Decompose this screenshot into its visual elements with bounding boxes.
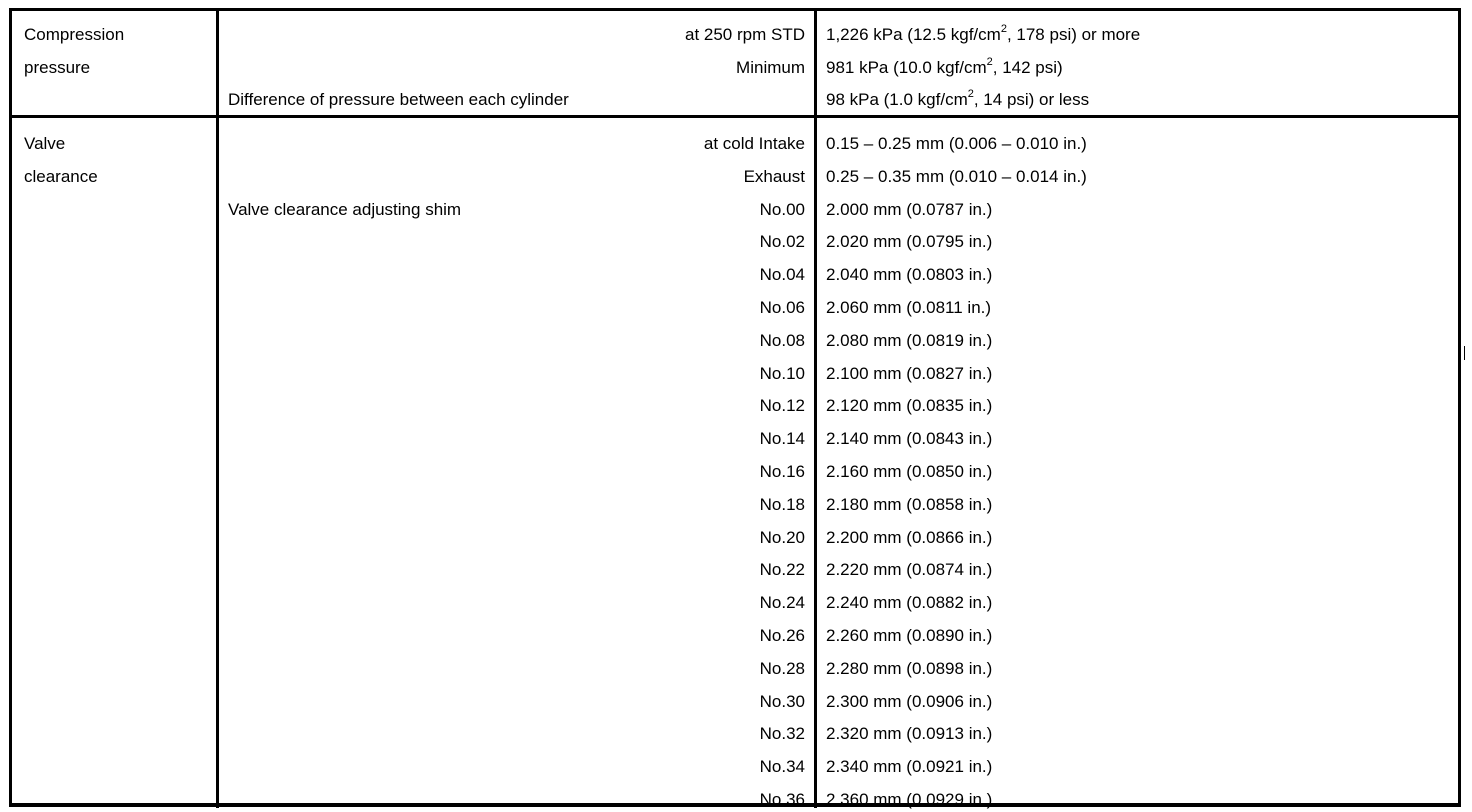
column-divider-value — [814, 8, 817, 808]
compression-spec: at 250 rpm STD — [685, 25, 805, 44]
compression-label-line2: pressure — [24, 58, 91, 77]
shim-spec: No.16 — [759, 462, 805, 481]
shim-spec: No.14 — [759, 429, 805, 448]
valve-label-line2: clearance — [24, 167, 98, 186]
shim-value: 2.120 mm (0.0835 in.) — [826, 396, 993, 415]
shim-value: 2.280 mm (0.0898 in.) — [826, 659, 993, 678]
shim-value: 2.180 mm (0.0858 in.) — [826, 495, 993, 514]
valve-label-line1: Valve — [24, 134, 66, 153]
table-bottom-border — [9, 803, 1461, 807]
section-divider — [9, 115, 1461, 118]
margin-mark — [1464, 346, 1465, 360]
shim-value: 2.160 mm (0.0850 in.) — [826, 462, 993, 481]
value-text: , 14 psi) or less — [973, 90, 1090, 109]
shim-spec: No.26 — [759, 626, 805, 645]
shim-spec: No.28 — [759, 659, 805, 678]
clearance-value: 0.25 – 0.35 mm (0.010 – 0.014 in.) — [826, 167, 1087, 186]
shim-spec: No.06 — [759, 298, 805, 317]
compression-spec: Minimum — [736, 58, 805, 77]
shim-value: 2.220 mm (0.0874 in.) — [826, 560, 993, 579]
value-text: , 142 psi) — [992, 58, 1063, 77]
column-divider-label — [216, 8, 219, 808]
compression-spec: Difference of pressure between each cylinder — [228, 90, 569, 109]
clearance-spec: Exhaust — [743, 167, 805, 186]
shim-spec: No.10 — [759, 364, 805, 383]
clearance-value: 0.15 – 0.25 mm (0.006 – 0.010 in.) — [826, 134, 1087, 153]
shim-value: 2.080 mm (0.0819 in.) — [826, 331, 993, 350]
value-superscript: 2 — [967, 88, 974, 101]
compression-value — [826, 58, 1063, 78]
shim-value: 2.360 mm (0.0929 in.) — [826, 790, 993, 809]
table-border — [9, 8, 1461, 806]
shim-spec: No.24 — [759, 593, 805, 612]
shim-spec: No.02 — [759, 232, 805, 251]
value-text: 1,226 kPa (12.5 kgf/cm — [826, 25, 1001, 44]
shim-value: 2.100 mm (0.0827 in.) — [826, 364, 993, 383]
clearance-spec: at cold Intake — [703, 134, 805, 153]
shim-spec: No.34 — [759, 757, 805, 776]
shim-spec: No.36 — [759, 790, 805, 809]
value-text: 981 kPa (10.0 kgf/cm — [826, 58, 987, 77]
shim-spec: No.12 — [759, 396, 805, 415]
shim-value: 2.020 mm (0.0795 in.) — [826, 232, 993, 251]
shim-spec: No.00 — [759, 200, 805, 219]
value-superscript: 2 — [1000, 23, 1007, 36]
shim-spec: No.18 — [759, 495, 805, 514]
shim-label: Valve clearance adjusting shim — [228, 200, 462, 219]
shim-spec: No.30 — [759, 692, 805, 711]
shim-spec: No.32 — [759, 724, 805, 743]
shim-value: 2.260 mm (0.0890 in.) — [826, 626, 993, 645]
shim-value: 2.060 mm (0.0811 in.) — [826, 298, 992, 317]
shim-spec: No.04 — [759, 265, 805, 284]
shim-spec: No.08 — [759, 331, 805, 350]
compression-value — [826, 90, 1089, 110]
shim-value: 2.200 mm (0.0866 in.) — [826, 528, 993, 547]
shim-value: 2.240 mm (0.0882 in.) — [826, 593, 993, 612]
value-text: 98 kPa (1.0 kgf/cm — [826, 90, 968, 109]
shim-value: 2.040 mm (0.0803 in.) — [826, 265, 993, 284]
shim-value: 2.320 mm (0.0913 in.) — [826, 724, 993, 743]
shim-value: 2.300 mm (0.0906 in.) — [826, 692, 993, 711]
value-superscript: 2 — [986, 56, 993, 69]
value-text: , 178 psi) or more — [1006, 25, 1141, 44]
shim-value: 2.000 mm (0.0787 in.) — [826, 200, 993, 219]
shim-value: 2.140 mm (0.0843 in.) — [826, 429, 993, 448]
compression-value — [826, 25, 1140, 45]
compression-label-line1: Compression — [24, 25, 125, 44]
shim-value: 2.340 mm (0.0921 in.) — [826, 757, 993, 776]
shim-spec: No.20 — [759, 528, 805, 547]
shim-spec: No.22 — [759, 560, 805, 579]
